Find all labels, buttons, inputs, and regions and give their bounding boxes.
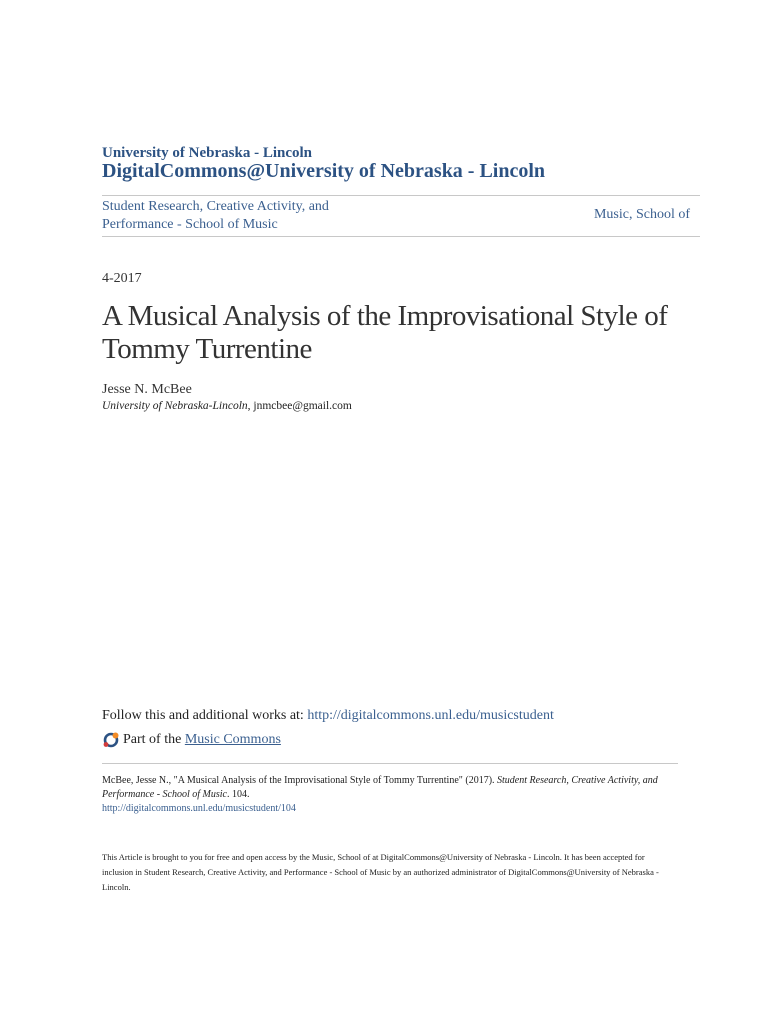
- citation-number: . 104.: [226, 789, 250, 800]
- music-commons-link[interactable]: Music Commons: [184, 732, 281, 747]
- follow-url-link[interactable]: http://digitalcommons.unl.edu/musicstudent: [307, 708, 554, 723]
- publication-date: 4-2017: [102, 271, 142, 286]
- follow-label: Follow this and additional works at:: [102, 708, 308, 723]
- collection-series-link[interactable]: Student Research, Creative Activity, and Performance - School of Music: [102, 199, 329, 232]
- citation-url-link[interactable]: http://digitalcommons.unl.edu/musicstudent/104: [102, 803, 296, 814]
- article-title: A Musical Analysis of the Improvisational Style of Tommy Turrentine: [102, 300, 668, 365]
- bottom-divider: [102, 236, 700, 237]
- citation-series: Student Research, Creative Activity, and Performance - School of Music: [102, 775, 658, 800]
- partof-label: Part of the: [123, 732, 182, 747]
- citation-text: McBee, Jesse N., "A Musical Analysis of the Improvisational Style of Tommy Turrentine" (2017).: [102, 775, 498, 786]
- author-email: , jnmcbee@gmail.com: [247, 400, 352, 412]
- department-link[interactable]: Music, School of: [593, 207, 690, 222]
- author-affiliation: [102, 400, 352, 412]
- affiliation-name: University of Nebraska-Lincoln: [102, 400, 248, 412]
- university-link[interactable]: University of Nebraska - Lincoln: [102, 145, 312, 161]
- author-name: Jesse N. McBee: [102, 382, 192, 397]
- repository-link[interactable]: DigitalCommons@University of Nebraska - Lincoln: [102, 160, 546, 182]
- recommended-citation: [102, 774, 682, 816]
- network-commons-icon: [102, 731, 120, 749]
- citation-divider: [102, 763, 678, 764]
- top-divider: [102, 195, 700, 196]
- partof-line: [102, 731, 281, 749]
- follow-line: [102, 708, 554, 724]
- access-notice: This Article is brought to you for free and open access by the Music, School of at DigitalCommons@University of Nebraska - Lincoln. It has been accepted for inclusion in Student Research, Creative Activity, and Performance - School of Music by an authorized administrator of DigitalCommons@University of Nebraska - Lincoln.: [102, 852, 659, 892]
